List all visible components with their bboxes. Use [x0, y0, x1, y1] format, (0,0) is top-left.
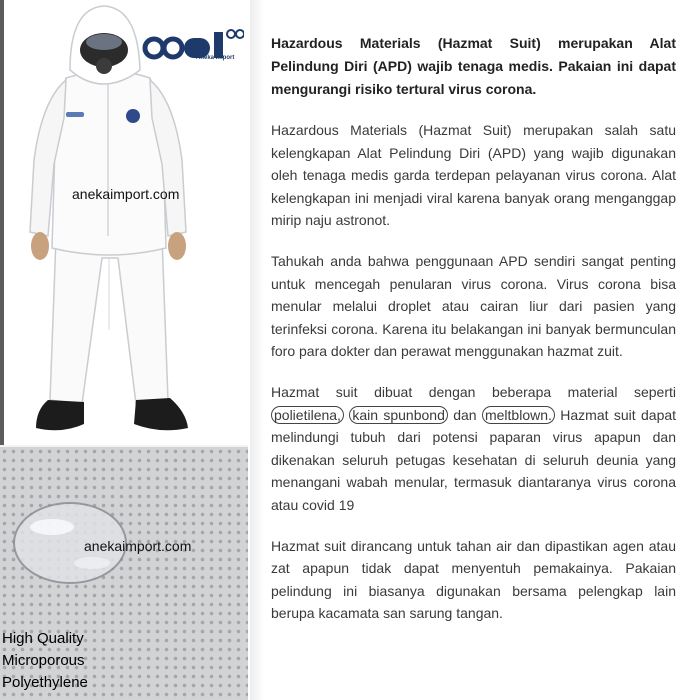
caption-line-3: Polyethylene	[2, 674, 88, 691]
paragraph-3	[271, 381, 676, 517]
material-kain-spunbond: kain spunbond	[349, 406, 448, 424]
product-image-panel	[0, 0, 248, 700]
para3-connector: dan	[453, 406, 477, 423]
paragraph-4: Hazmat suit dirancang untuk tahan air dan dipastikan agen atau zat apapun tidak dapat menyentuh pemakainya. Pakaian pelindung ini biasanya digunakan bersama pelengkap lain berupa kacamata san sarung tangan.	[271, 537, 676, 622]
fabric-caption	[2, 628, 88, 694]
hazmat-suit-photo	[4, 0, 248, 445]
material-polietilena: polietilena,	[271, 406, 344, 424]
article-heading: Hazardous Materials (Hazmat Suit) merupakan Alat Pelindung Diri (APD) wajib tenaga medis. Pakaian ini dapat mengurangi risiko tertural virus corona.	[271, 35, 676, 97]
paragraph-1: Hazardous Materials (Hazmat Suit) merupakan salah satu kelengkapan Alat Pelindung Diri (APD) yang wajib digunakan oleh tenaga medis garda terdepan pelayanan virus corona. Alat kelengkapan ini menjadi viral karena banyak orang menganggap mirip naju astronot.	[271, 122, 676, 229]
para3-intro: Hazmat suit dibuat dengan beberapa material seperti	[271, 383, 676, 400]
caption-line-2: Microporous	[2, 652, 85, 669]
material-meltblown: meltblown.	[482, 406, 555, 424]
logo-tagline: Aneka Import	[196, 55, 235, 61]
caption-line-1: High Quality	[2, 630, 84, 647]
article-body	[271, 32, 676, 625]
watermark-top: anekaimport.com	[72, 186, 180, 202]
para3-rest: Hazmat suit dapat melindungi tubuh dari potensi paparan virus apapun dan dikenakan seluruh petugas kesehatan di seluruh deunia yang menangani wabah menular, termasuk diantaranya virus corona atau covid 19	[271, 406, 677, 513]
paragraph-2: Tahukah anda bahwa penggunaan APD sendiri sangat penting untuk mencegah penularan virus corona. Virus corona bisa menular melalui droplet atau cairan liur dari pasien yang terinfeksi corona. Karena itu belakangan ini banyak bermunculan foro para dokter dan perawat menggunakan hazmat zuit.	[271, 252, 676, 360]
hazmat-suit-figure	[4, 0, 248, 445]
watermark-bottom: anekaimport.com	[84, 538, 192, 554]
panel-divider	[250, 0, 264, 700]
